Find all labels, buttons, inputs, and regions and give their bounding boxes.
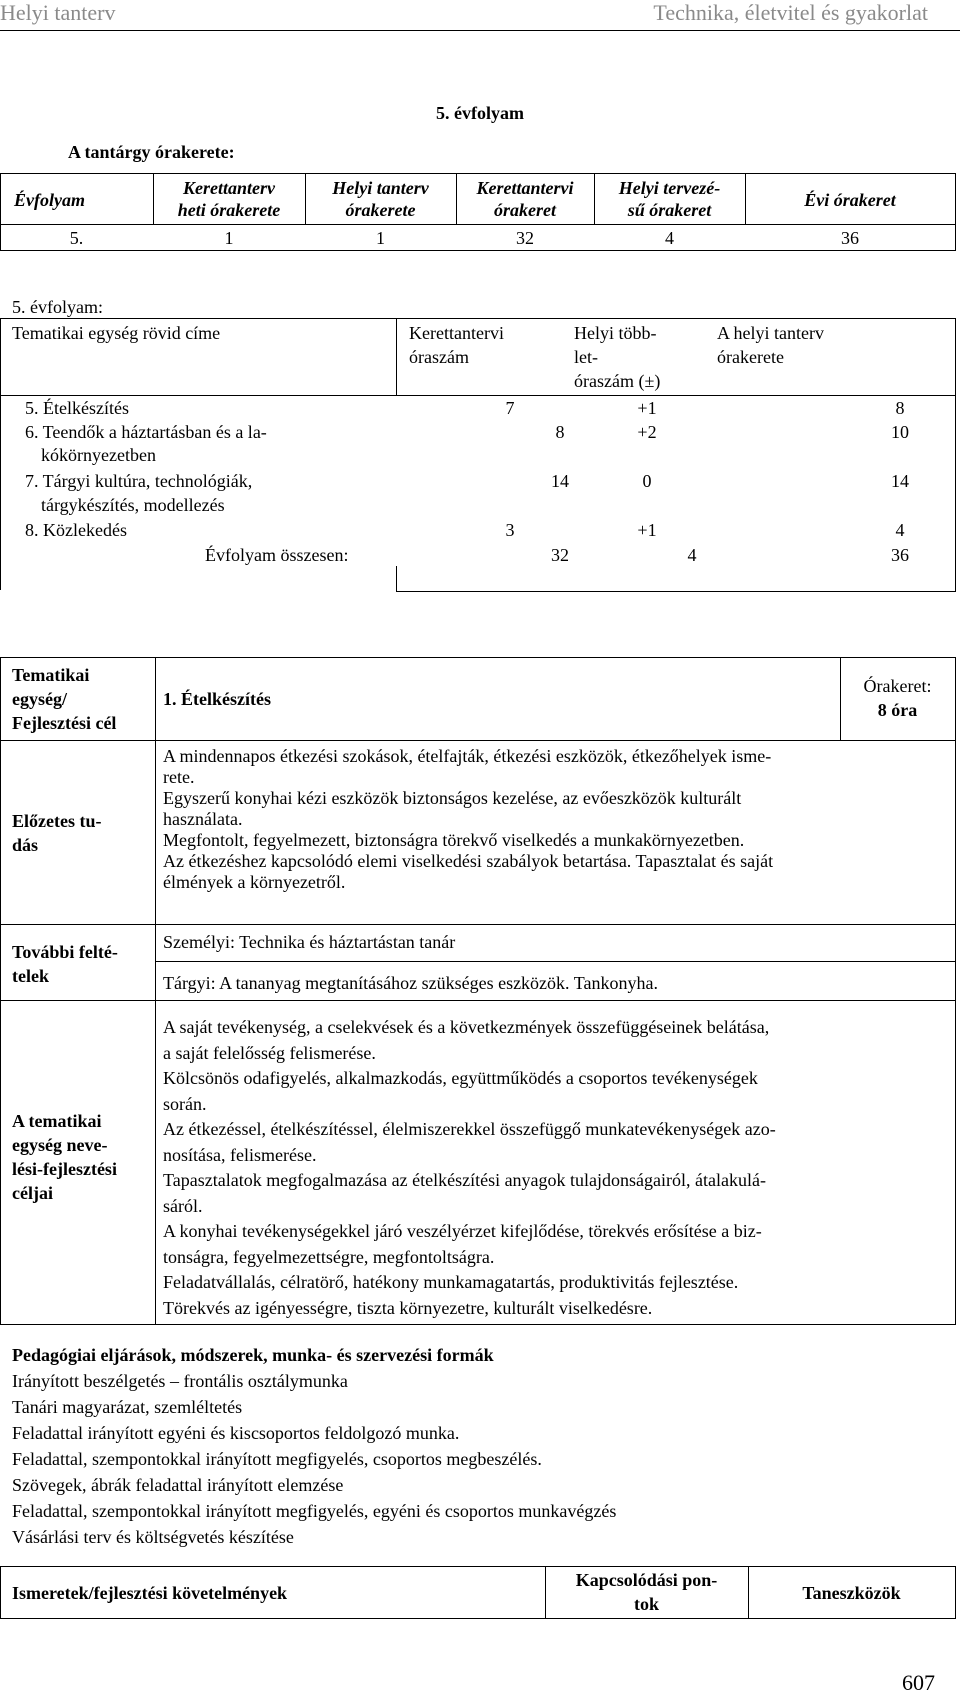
total-extra: 4	[687, 545, 697, 565]
header-left: Helyi tanterv	[0, 0, 116, 25]
unit-row-name-cont: kókörnyezetben	[41, 445, 156, 465]
unit-row-name: 7. Tárgyi kultúra, technológiák,	[25, 471, 253, 491]
unit-hours-label: Órakeret:	[863, 676, 932, 696]
col-header-local-2: órakerete	[345, 200, 416, 220]
col-header-frame-2: órakeret	[494, 200, 556, 220]
unit-row-local: 14	[891, 471, 909, 491]
unit-row-frame: 3	[505, 520, 515, 540]
goals-text: A saját tevékenység, a cselekvések és a következmények összefüggéseinek belátása, a saját felelősség felismerése. Kölcsönös odafigyelés, alkalmazkodás, együttműködés a csoportos tevékenységek során. Az étkezéssel, ételkészítéssel, élelmiszerekkel összefüggő munkatevékenységek azo- nosítása, felismerése. Tapasztalatok megfogalmazása az ételkészítési anyagok tulajdonságairól, átalakulá- sáról. A konyhai tevékenységekkel járó veszélyérzet kifejlődése, törekvés erősítése a biz- tonságra, fegyelmezettségre, megfontoltságra. Feladatvállalás, célratörő, hatékony munkamagatartás, produktivitás fejlesztése. Törekvés az igényességre, tiszta környezetre, kulturált viselkedésre.	[163, 1017, 776, 1318]
unit-row-name-cont: tárgykészítés, modellezés	[41, 495, 225, 515]
table-cell: 1	[224, 228, 234, 248]
col-header-frame-weekly-2: heti órakerete	[177, 200, 281, 220]
unit-hours-value: 8 óra	[877, 700, 918, 720]
list-item: Vásárlási terv és költségvetés készítése	[12, 1527, 294, 1547]
cond-label-2: telek	[12, 966, 49, 986]
hours-label: A tantárgy órakerete:	[68, 142, 235, 162]
col-header-local-1: Helyi tanterv	[332, 178, 429, 198]
col-header-frame-weekly-1: Kerettanterv	[183, 178, 275, 198]
page-number: 607	[902, 1670, 935, 1695]
col-header-planned-2: sű órakeret	[627, 200, 712, 220]
methods-title: Pedagógiai eljárások, módszerek, munka- és szervezési formák	[12, 1345, 494, 1365]
unit-row-name: 8. Közlekedés	[25, 520, 127, 540]
units-header-frame-2: óraszám	[409, 347, 469, 367]
tools-header: Taneszközök	[802, 1583, 901, 1603]
unit-row-local: 10	[891, 422, 909, 442]
units-header-name: Tematikai egység rövid címe	[12, 323, 221, 343]
unit-row-frame: 7	[505, 398, 515, 418]
cond-material: Tárgyi: A tananyag megtanításához szükséges eszközök. Tankonyha.	[163, 973, 658, 993]
unit-row-extra: +2	[637, 422, 657, 442]
connections-header-2: tok	[633, 1594, 659, 1614]
units-header-extra-3: óraszám (±)	[574, 371, 661, 391]
table-cell: 32	[516, 228, 534, 248]
list-item: Feladattal, szempontokkal irányított megfigyelés, egyéni és csoportos munkavégzés	[12, 1501, 617, 1521]
total-label: Évfolyam összesen:	[205, 545, 349, 565]
units-header-local-1: A helyi tanterv	[717, 323, 824, 343]
unit-row-frame: 8	[555, 422, 565, 442]
unit-left-header-2: egység/	[12, 689, 67, 709]
table-cell: 4	[665, 228, 674, 248]
unit-row-local: 4	[895, 520, 905, 540]
units-header-frame-1: Kerettantervi	[409, 323, 504, 343]
total-frame: 32	[551, 545, 569, 565]
grade-title: 5. évfolyam	[436, 103, 524, 123]
goals-label-3: lési-fejlesztési	[12, 1159, 117, 1179]
goals-label-2: egység neve-	[12, 1135, 108, 1155]
list-item: Tanári magyarázat, szemléltetés	[12, 1397, 243, 1417]
methods-list	[12, 1368, 616, 1550]
unit-row-frame: 14	[551, 471, 569, 491]
unit-row-local: 8	[895, 398, 905, 418]
requirements-header: Ismeretek/fejlesztési követelmények	[12, 1583, 288, 1603]
unit-row-extra: +1	[637, 398, 657, 418]
prior-label-2: dás	[12, 835, 39, 855]
goals-label-1: A tematikai	[12, 1111, 102, 1131]
col-header-planned-1: Helyi tervezé-	[618, 178, 721, 198]
prior-knowledge-text: A mindennapos étkezési szokások, ételfajták, étkezési eszközök, étkezőhelyek isme- rete. Egyszerű konyhai kézi eszközök biztonságos kezelése, az evőeszközök kulturált használata. Megfontolt, fegyelmezett, biztonságra törekvő viselkedés a munkakörnyezetben. Az étkezéshez kapcsolódó elemi viselkedési szabályok betartása. Tapasztalat és saját élmények a környezetről.	[163, 746, 774, 892]
unit-left-header-1: Tematikai	[12, 665, 90, 685]
units-header-local-2: órakerete	[717, 347, 784, 367]
goals-label-4: céljai	[12, 1183, 53, 1203]
prior-label-1: Előzetes tu-	[12, 811, 102, 831]
total-local: 36	[891, 545, 909, 565]
units-header-extra-1: Helyi több-	[574, 323, 657, 343]
unit-title: 1. Ételkészítés	[163, 689, 271, 709]
cond-label-1: További felté-	[12, 942, 118, 962]
cond-personal: Személyi: Technika és háztartástan tanár	[163, 932, 456, 952]
connections-header-1: Kapcsolódási pon-	[575, 1570, 718, 1590]
units-section-title: 5. évfolyam:	[12, 297, 103, 317]
col-header-annual: Évi órakeret	[804, 190, 896, 210]
unit-row-extra: +1	[637, 520, 657, 540]
table-cell: 1	[376, 228, 385, 248]
table-cell: 5.	[69, 228, 84, 248]
list-item: Szövegek, ábrák feladattal irányított elemzése	[12, 1475, 344, 1495]
list-item: Irányított beszélgetés – frontális osztálymunka	[12, 1371, 348, 1391]
table-cell: 36	[841, 228, 859, 248]
header-right: Technika, életvitel és gyakorlat	[653, 0, 928, 25]
list-item: Feladattal, szempontokkal irányított megfigyelés, csoportos megbeszélés.	[12, 1449, 542, 1469]
col-header-grade: Évfolyam	[14, 190, 85, 210]
list-item: Feladattal irányított egyéni és kiscsoportos feldolgozó munka.	[12, 1423, 460, 1443]
unit-left-header-3: Fejlesztési cél	[12, 713, 117, 733]
unit-row-extra: 0	[642, 471, 652, 491]
unit-row-name: 6. Teendők a háztartásban és a la-	[25, 422, 267, 442]
col-header-frame-1: Kerettantervi	[476, 178, 574, 198]
header-divider	[0, 30, 960, 31]
page-header	[0, 0, 960, 30]
unit-row-name: 5. Ételkészítés	[25, 398, 129, 418]
units-header-extra-2: let-	[574, 347, 598, 367]
